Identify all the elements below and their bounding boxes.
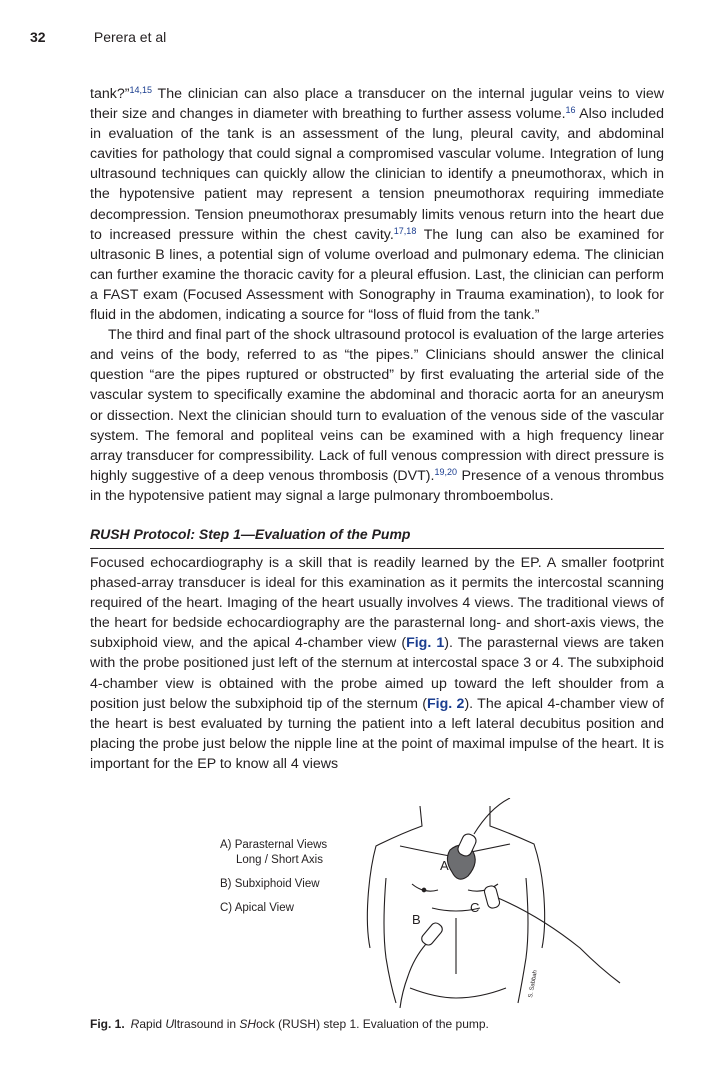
text-run: ltrasound in	[174, 1017, 240, 1031]
marker-b: B	[412, 912, 421, 927]
probe-apical	[483, 885, 500, 909]
body-text-top	[90, 84, 664, 506]
figure-caption	[90, 1017, 489, 1031]
torso-outline	[518, 878, 528, 1003]
text-run: The clinician can also place a transducer on the internal jugular veins to view their size and changes in diameter with breathing to further assess volume.	[90, 86, 664, 123]
citation-link[interactable]: 16	[565, 105, 576, 116]
text-run: SH	[239, 1017, 257, 1031]
figure-link[interactable]: Fig. 2	[427, 695, 465, 712]
probe-cable	[498, 898, 620, 983]
hip-line	[410, 988, 506, 998]
text-run: Also included in evaluation of the tank is an assessment of the lung, pleural cavity, and abdominal cavities for pathology that could signal a compromised vascular volume. Integration of lung ultrasound techniques can quickly allow the clinician to identify a pneumothorax, which in the hypotensive patient may represent a tension pneumothorax requiring immediate decompression. Tension pneumothorax presumably limits venous return into the heart due to increased pressure within the chest cavity.	[90, 106, 664, 243]
caption-label: Fig. 1.	[90, 1017, 125, 1031]
figure-1	[200, 798, 680, 1008]
paragraph-pump	[90, 553, 664, 774]
torso-outline	[367, 898, 370, 948]
legend-subxiphoid: B) Subxiphoid View	[220, 878, 320, 890]
nipple	[422, 888, 426, 892]
citation-link[interactable]: 17,18	[393, 225, 417, 236]
text-run: R	[130, 1017, 140, 1031]
section-heading: RUSH Protocol: Step 1—Evaluation of the Pump	[90, 526, 664, 549]
probe-subxiphoid	[420, 921, 445, 947]
marker-c: C	[470, 900, 480, 915]
paragraph-tank	[90, 84, 664, 325]
probe-cable	[400, 944, 426, 1008]
text-run: ). The parasternal views are taken with the probe positioned just left of the sternum at intercostal space 3 or 4. The subxiphoid 4-chamber view is obtained with the probe aimed up toward the left shoulder from a position just below the subxiphoid tip of the sternum (	[90, 635, 664, 712]
running-header	[30, 29, 166, 45]
torso-illustration	[200, 798, 680, 1008]
marker-a: A	[440, 858, 449, 873]
torso-outline	[384, 878, 396, 1003]
body-text-pump	[90, 553, 664, 774]
text-run: ). The apical 4-chamber view of the heart is best evaluated by turning the patient into a left lateral decubitus position and placing the probe just below the nipple line at the point of maximal impulse of the heart. It is important for the EP to know all 4 views	[90, 695, 664, 772]
legend-apical: C) Apical View	[220, 902, 294, 914]
text-run: U	[165, 1017, 175, 1031]
page-number: 32	[30, 29, 46, 45]
torso-outline	[368, 806, 422, 898]
text-run: The lung can also be examined for ultrasonic B lines, a potential sign of volume overload and pulmonary edema. The clinician can further examine the thoracic cavity for a pleural effusion. Last, the clinician can perform a FAST exam (Focused Assessment with Sonography in Trauma examination), to look for fluid in the abdomen, indicating a source for “loss of fluid from the tank.”	[90, 226, 664, 324]
text-run: The third and final part of the shock ultrasound protocol is evaluation of the large arteries and veins of the body, referred to as “the pipes.” Clinicians should answer the clinical question “are the pipes ruptured or obstructed” by first evaluating the arterial side of the vascular system to specifically examine the abdominal and thoracic aorta for an aneurysm or dissection. Next the clinician should turn to evaluation of the venous side of the vascular system. The femoral and popliteal veins can be examined with a high frequency linear array transducer for compressibility. Lack of full venous compression with direct pressure is highly suggestive of a deep venous thrombosis (DVT).	[90, 327, 665, 484]
text-run: ock (RUSH) step 1. Evaluation of the pump.	[256, 1017, 489, 1031]
legend-parasternal: A) Parasternal Views	[220, 839, 328, 851]
text-run: Presence of a venous thrombus in the hypotensive patient may signal a large pulmonary thromboembolus.	[90, 467, 664, 504]
legend-parasternal-sub: Long / Short Axis	[236, 854, 323, 866]
artist-signature: S. Sabbah	[528, 969, 539, 999]
text-run: apid	[139, 1017, 166, 1031]
text-run: Focused echocardiography is a skill that is readily learned by the EP. A smaller footprint phased-array transducer is ideal for this examination as it permits the intercostal scanning required of the heart. Imaging of the heart usually involves 4 views. The traditional views of the heart for bedside echocardiography are the parasternal long- and short-axis views, the subxiphoid view, and the apical 4-chamber view (	[90, 555, 664, 652]
probe-cable	[474, 798, 510, 834]
figure-link[interactable]: Fig. 1	[406, 635, 445, 652]
text-run: tank?”	[90, 86, 130, 102]
citation-link[interactable]: 19,20	[434, 466, 458, 477]
running-title: Perera et al	[93, 29, 167, 45]
citation-link[interactable]: 14,15	[129, 85, 152, 95]
paragraph-pipes	[90, 325, 664, 506]
